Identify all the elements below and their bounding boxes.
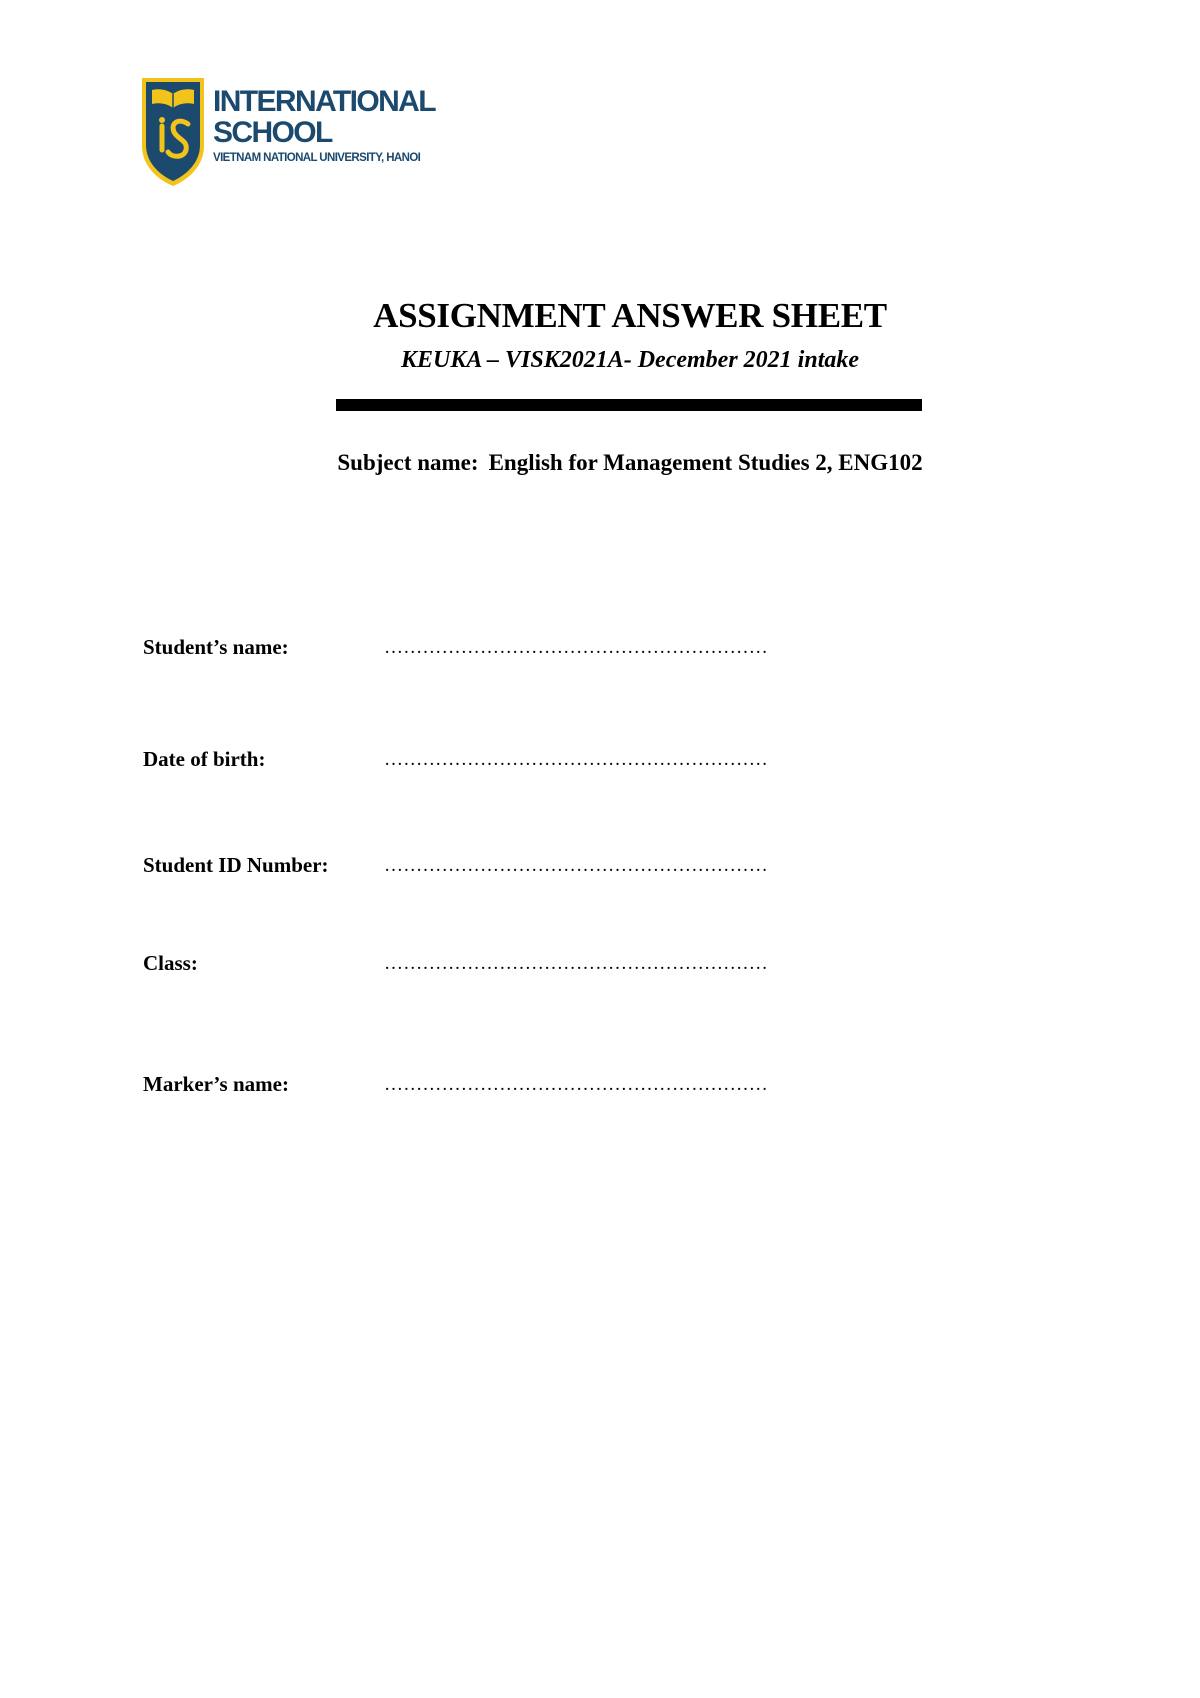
field-label: Marker’s name: [143,1072,289,1096]
logo-line-university: VIETNAM NATIONAL UNIVERSITY, HANOI [213,152,421,164]
fill-in-line: …………………………………………………… [384,953,768,974]
logo-line-school: SCHOOL [213,116,332,149]
subject-label: Subject name: [337,450,479,475]
fill-in-line: …………………………………………………… [384,1074,768,1095]
field-label: Class: [143,951,198,975]
logo-line-international: INTERNATIONAL [213,85,435,118]
school-logo [140,76,460,190]
fill-in-line: …………………………………………………… [384,637,768,658]
fill-in-line: …………………………………………………… [384,749,768,770]
logo-wordmark [213,86,435,166]
document-title: ASSIGNMENT ANSWER SHEET [373,296,887,335]
fill-in-line: …………………………………………………… [384,855,768,876]
subject-line [0,450,1200,476]
subject-value: English for Management Studies 2, ENG102 [488,450,923,475]
document-subtitle: KEUKA – VISK2021A- December 2021 intake [400,347,860,373]
field-label: Date of birth: [143,747,266,771]
shield-emblem-icon [140,76,206,188]
field-label: Student’s name: [143,635,289,659]
title-divider [336,399,922,411]
field-label: Student ID Number: [143,853,329,877]
